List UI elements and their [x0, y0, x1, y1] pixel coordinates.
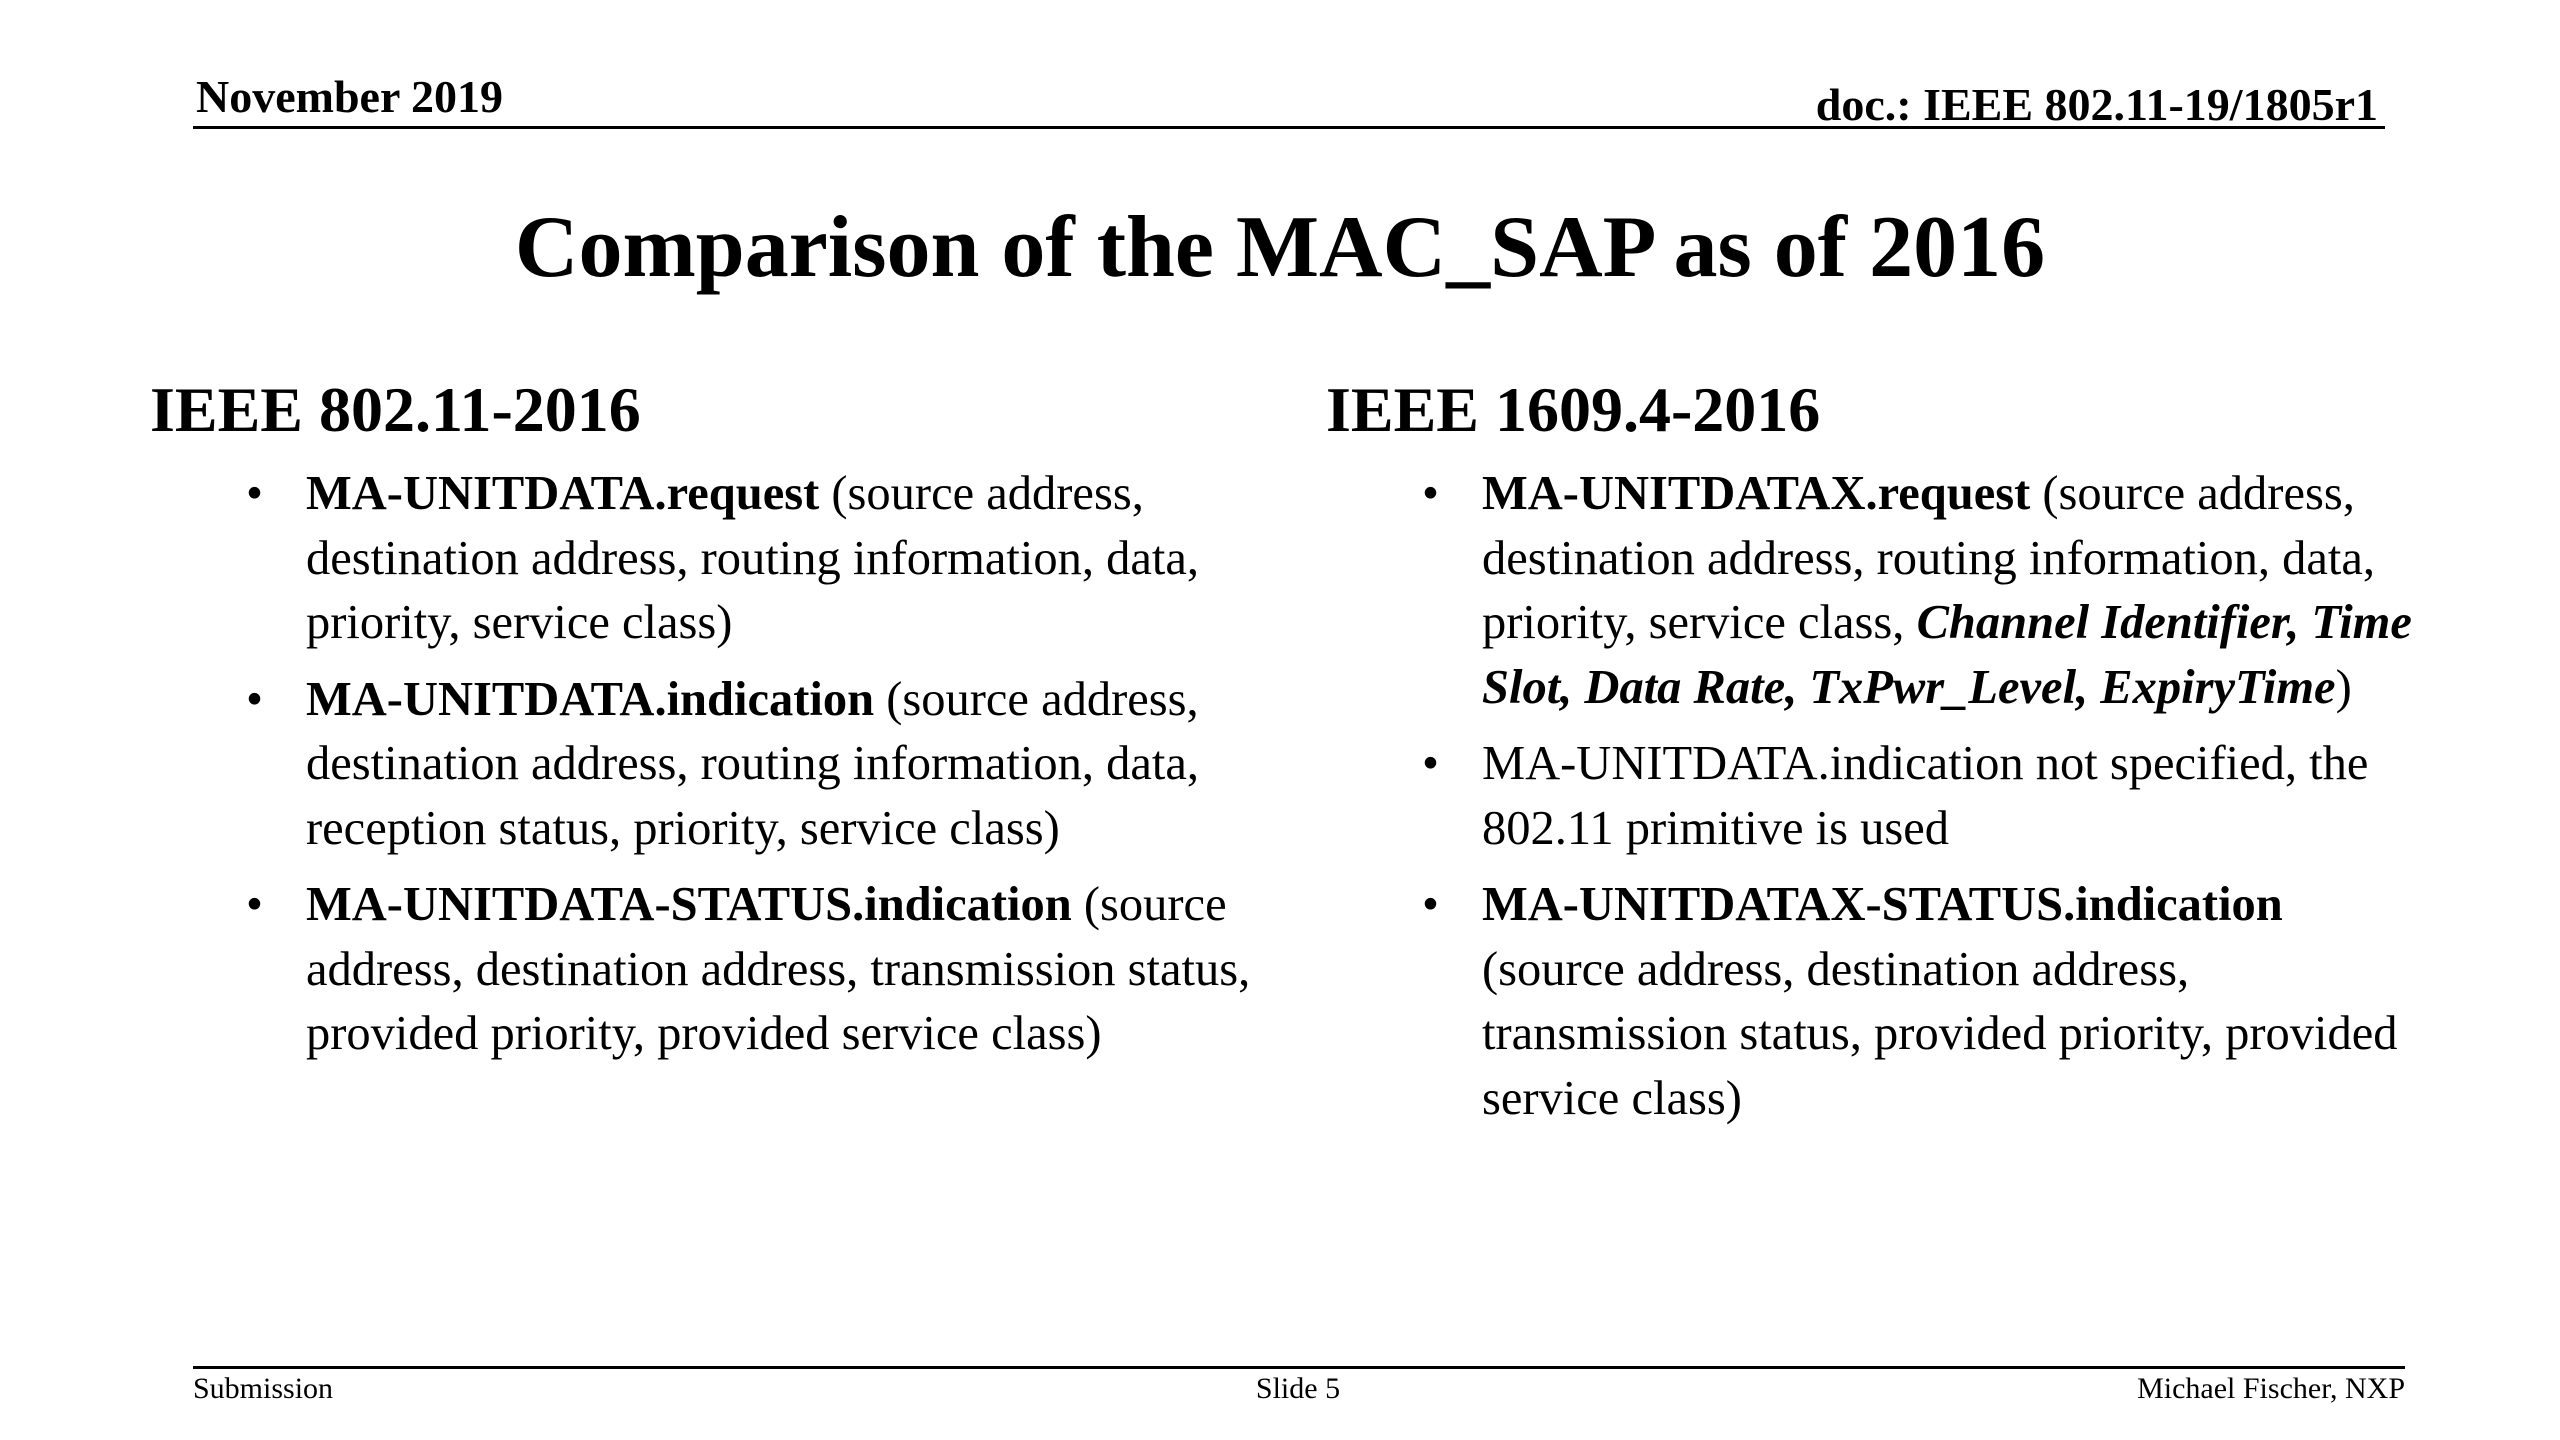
primitive-extra-params: Channel Identifier, Time Slot, Data Rate, TxPwr_Level, ExpiryTime	[1482, 596, 2412, 714]
list-item	[150, 462, 1260, 656]
primitive-params: (source address, destination address, transmission status, provided priority, provided service class)	[306, 878, 1251, 1060]
bullet-icon: •	[1422, 467, 1439, 520]
bullet-icon: •	[1422, 737, 1439, 790]
primitive-params: (source address, destination address, transmission status, provided priority, provided service class)	[1482, 942, 2398, 1125]
left-bullet-list	[150, 462, 1260, 1067]
left-column-heading: IEEE 802.11-2016	[150, 374, 641, 445]
list-item-text: MA-UNITDATA.indication not specified, the 802.11 primitive is used	[1482, 737, 2369, 855]
bullet-icon: •	[246, 878, 263, 931]
header-doc-id: doc.: IEEE 802.11-19/1805r1	[1815, 79, 2378, 130]
bullet-icon: •	[1422, 878, 1439, 931]
list-item	[1326, 462, 2436, 720]
left-column	[150, 374, 1260, 1079]
footer-author: Michael Fischer, NXP	[2137, 1372, 2405, 1405]
list-item	[150, 873, 1260, 1067]
primitive-name: MA-UNITDATA.request	[306, 467, 820, 520]
primitive-params: (source address, destination address, routing information, data, priority, service class,	[1482, 467, 2376, 649]
footer-submission: Submission	[193, 1372, 334, 1405]
slide-title: Comparison of the MAC_SAP as of 2016	[514, 199, 2046, 296]
list-item	[1326, 873, 2436, 1131]
primitive-name: MA-UNITDATAX-STATUS.indication	[1482, 878, 2283, 931]
primitive-params-close: )	[2335, 660, 2352, 714]
footer-slide-number: Slide 5	[1255, 1372, 1341, 1405]
bullet-icon: •	[246, 467, 263, 520]
list-item	[1326, 732, 2436, 861]
bullet-icon: •	[246, 672, 263, 726]
right-column-heading: IEEE 1609.4-2016	[1326, 374, 1821, 445]
primitive-name: MA-UNITDATA-STATUS.indication	[306, 878, 1072, 931]
right-column	[1326, 374, 2436, 1143]
primitive-name: MA-UNITDATAX.request	[1482, 467, 2031, 520]
primitive-name: MA-UNITDATA.indication	[306, 672, 875, 726]
list-item	[150, 668, 1260, 862]
primitive-params: (source address, destination address, routing information, data, reception status, priority, service class)	[306, 672, 1200, 855]
header-divider	[193, 126, 2385, 129]
header-date: November 2019	[196, 71, 504, 122]
primitive-params: (source address, destination address, routing information, data, priority, service class)	[306, 467, 1200, 649]
right-bullet-list	[1326, 462, 2436, 1131]
footer-divider	[193, 1366, 2405, 1369]
